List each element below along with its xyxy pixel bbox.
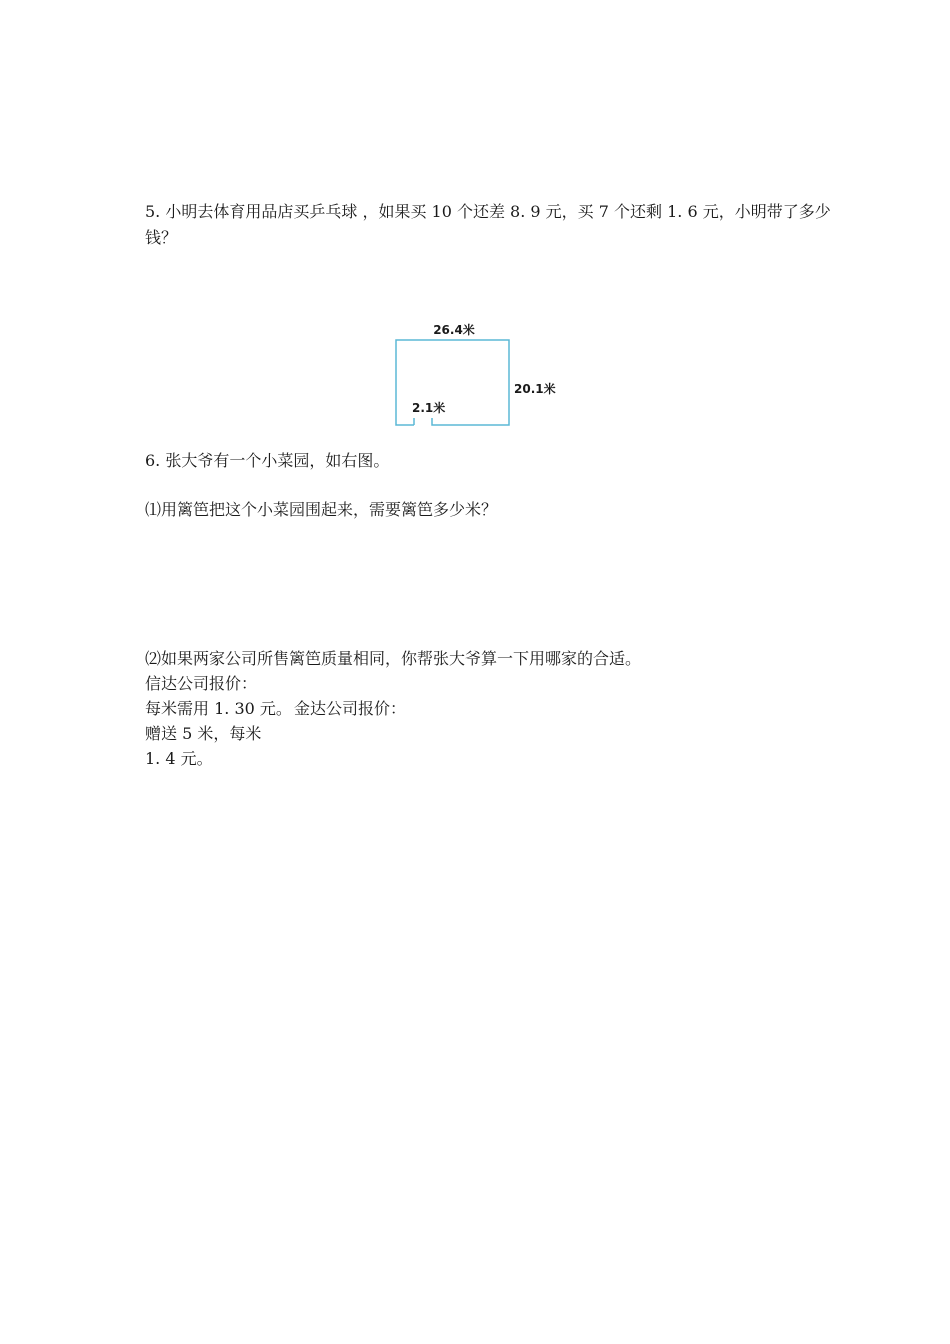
label-top-length: 26.4米 (433, 323, 475, 337)
question-5-line-2: 钱？ (145, 228, 178, 247)
question-6-part-2: ⑵如果两家公司所售篱笆质量相同，你帮张大爷算一下用哪家的合适。 (145, 649, 642, 668)
question-6-part-1: ⑴用篱笆把这个小菜园围起来，需要篱笆多少米？ (145, 500, 498, 519)
jinda-quote-title: 金达公司报价： (294, 699, 407, 718)
label-right-width: 20.1米 (514, 382, 556, 396)
garden-figure (380, 315, 580, 440)
jinda-quote-line-2: 1. 4 元。 (145, 749, 213, 768)
question-5-line-1: 5. 小明去体育用品店买乒乓球 ，如果买 10 个还差 8. 9 元，买 7 个还剩 1. 6 元，小明带了多少 (145, 202, 831, 221)
jinda-quote-line-1: 赠送 5 米，每米 (145, 724, 262, 743)
xinda-quote-title: 信达公司报价： (145, 674, 258, 693)
label-gate-gap: 2.1米 (412, 401, 446, 415)
question-6-intro: 6. 张大爷有一个小菜园，如右图。 (145, 451, 390, 470)
xinda-quote-price: 每米需用 1. 30 元。 (145, 699, 292, 718)
